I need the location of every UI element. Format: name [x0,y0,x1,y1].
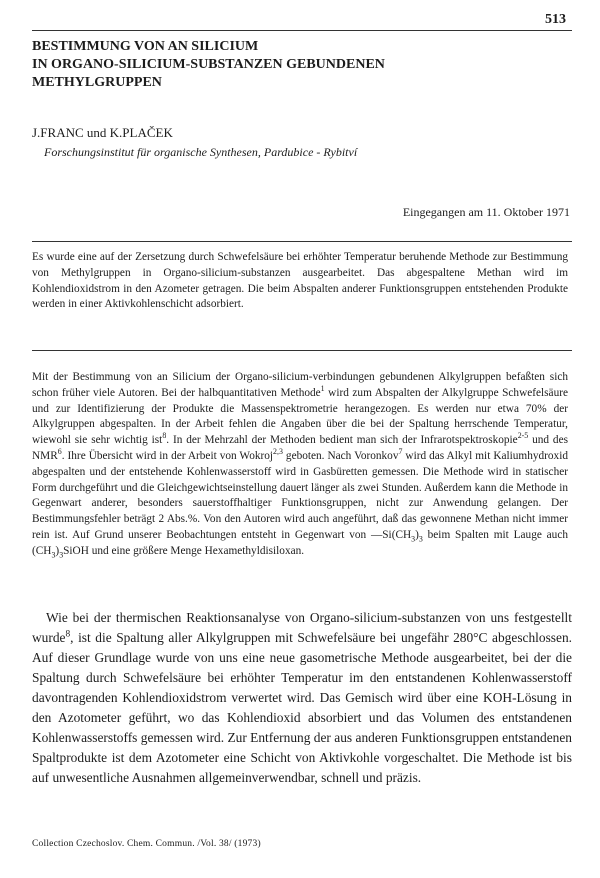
reference-mark: 6 [57,447,62,457]
abstract-bottom-rule [32,350,572,351]
article-title [32,38,552,92]
abstract-top-rule [32,241,572,242]
reference-mark: 8 [65,629,71,640]
subscript: 3 [418,534,423,544]
reference-mark: 1 [320,384,325,394]
header-rule [32,30,572,31]
abstract: Es wurde eine auf der Zersetzung durch Schwefelsäure bei erhöhter Temperatur beruhende Methode zur Bestimmung von Methylgruppen in Organo-silicium-substanzen ausgearbeitet. Das abgespaltene Methan wird im Kohlendioxidstrom in den Azometer getragen. Die beim Abspalten anderer Funktionsgruppen entstehenden Produkte werden in einer Aktivkohlenschicht adsorbiert. [32,251,568,311]
reference-mark: 7 [398,447,403,457]
affiliation: Forschungsinstitut für organische Synthesen, Pardubice - Rybitví [44,145,358,159]
subscript: 3 [51,550,56,560]
reference-mark: 2,3 [273,447,283,457]
title-line-1: BESTIMMUNG VON AN SILICIUM [32,39,259,54]
page-number: 513 [545,12,566,27]
intro-paragraph: Mit der Bestimmung von an Silicium der Organo-silicium-verbindungen gebundenen Alkylgruppen befaßten sich schon früher viele Autoren. Bei der halbquantitativen Methode$^1$ wird zum Abspalten der Alkylgruppe Schwefelsäure und zur Identifizierung der Produkte die Massenspektrometrie herangezogen. Es werden nur etwa 70% der Alkylgruppen abgespalten. In der Arbeit fehlen die Angaben über die bei der Spaltung herrschende Temperatur, wiewohl sie sehr wichtig ist$^8$. In der Mehrzahl der Methoden bedient man sich der Infrarotspektroskopie$^{2-5}$ und des NMR$^6$. Ihre Übersicht wird in der Arbeit von Wokroj$^{2,3}$ geboten. Nach Voronkov$^7$ wird das Alkyl mit Kaliumhydroxid abgespalten und der entstehende Kohlenwasserstoff wird in Gasbüretten gemessen. Die Methode wird in statischer Form durchgeführt und die Gleichgewichtseinstellung dauert länger als zwei Stunden. Außerdem kann die Methode in Gegenwart anderer, besonders sauerstoffhaltiger Funktionsgruppen, nicht zur Anwendung gelangen. Der Bestimmungsfehler beträgt 2 Abs.%. Von den Autoren wird auch angeführt, daß das gewonnene Methan nicht immer rein ist. Auf Grund unserer Beobachtungen entsteht in Gegenwart von $—Si(CH_3)_3$ beim Spalten mit Lauge auch $(CH_3)_3SiOH$ und eine größere Menge Hexamethyldisiloxan. [32,371,568,560]
title-line-3: METHYLGRUPPEN [32,75,162,90]
reference-mark: 8 [162,431,167,441]
reference-mark: 2-5 [517,431,529,441]
authors: J.FRANC und K.PLAČEK [32,125,173,140]
subscript: 3 [59,550,64,560]
subscript: 3 [411,534,416,544]
journal-footer: Collection Czechoslov. Chem. Commun. /Vol. 38/ (1973) [32,839,261,849]
main-paragraph: Wie bei der thermischen Reaktionsanalyse von Organo-silicium-substanzen von uns festgestellt wurde$^8$, ist die Spaltung aller Alkylgruppen mit Schwefelsäure bei ungefähr 280°C abgeschlossen. Auf dieser Grundlage wurde von uns eine neue gasometrische Methode ausgearbeitet, bei der die Spaltung durch Schwefelsäure bei erhöhter Temperatur im den entstandenen Kohlenwasserstoff davontragenden Kohlendioxidstrom verwertet wird. Das Gemisch wird über eine KOH-Lösung in den Azotometer geführt, wo das Kohlendioxid absorbiert und das Volumen des entstandenen Kohlenwasserstoffs gemessen wird. Zur Entfernung der aus anderen Funktionsgruppen entstandenen Spaltprodukte ist dem Azotometer eine Schicht von Aktivkohle vorgeschaltet. Die Methode ist bis auf unwesentliche Ausnahmen allgemeinverwendbar, schnell und präzis. [32,610,572,785]
title-line-2: IN ORGANO-SILICIUM-SUBSTANZEN GEBUNDENEN [32,57,385,72]
received-date: Eingegangen am 11. Oktober 1971 [402,205,570,219]
